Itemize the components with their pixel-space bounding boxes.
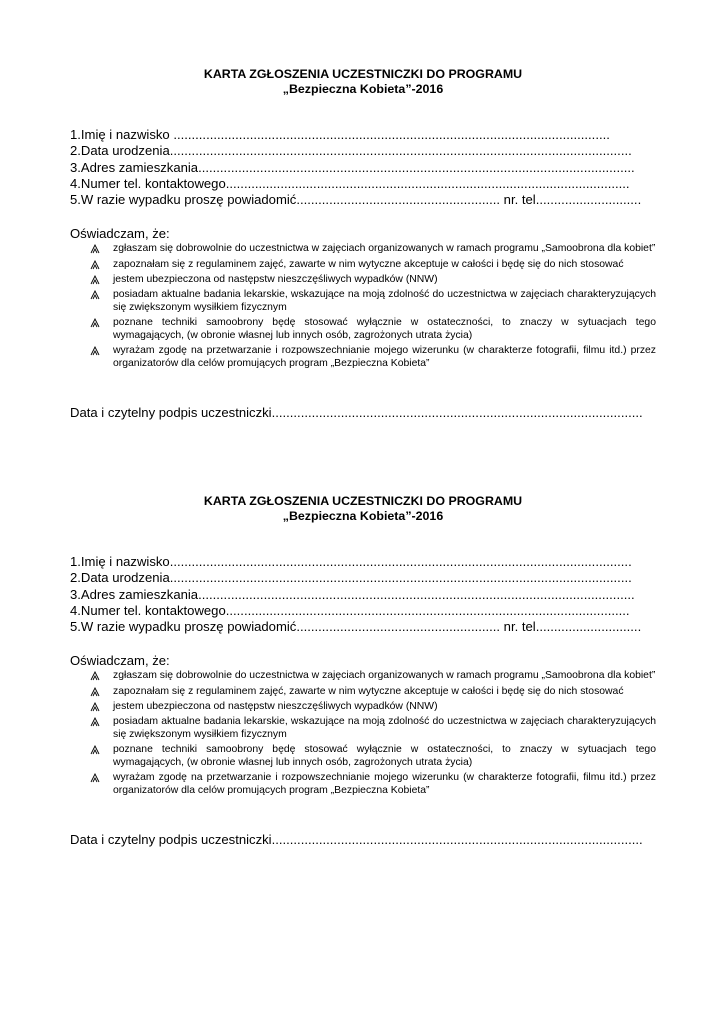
declaration-item: [70, 716, 656, 742]
address-field[interactable]: 3.Adres zamieszkania........................................................................................................................: [70, 586, 635, 602]
name-field[interactable]: 1.Imię i nazwisko ........................................................................................................................: [70, 127, 610, 142]
declaration-item-text: wyrażam zgodę na przetwarzanie i rozpowszechnianie mojego wizerunku (w charakterze fotografii, filmu itd.) przez organizatorów dla celów promujących program „Bezpieczna Kobieta”: [113, 344, 656, 369]
declaration-item-text: jestem ubezpieczona od następstw nieszczęśliwych wypadków (NNW): [113, 700, 438, 712]
registration-form-1: [70, 67, 656, 421]
declaration-item: [70, 772, 656, 798]
declaration-item-text: zgłaszam się dobrowolnie do uczestnictwa w zajęciach organizowanych w ramach programu „Samoobrona dla kobiet”: [113, 243, 656, 255]
wedge-bullet-icon: [90, 671, 100, 681]
declaration-item: [70, 701, 656, 714]
phone-field[interactable]: 4.Numer tel. kontaktowego...............................................................................................................: [70, 175, 630, 191]
form-title-line-2: „Bezpieczna Kobieta”-2016: [282, 509, 444, 523]
declaration-item: [70, 259, 656, 272]
declaration-item-text: zgłaszam się dobrowolnie do uczestnictwa w zajęciach organizowanych w ramach programu „Samoobrona dla kobiet”: [113, 670, 656, 682]
declaration-item: [70, 274, 656, 287]
wedge-bullet-icon: [90, 702, 100, 712]
declaration-item-text: posiadam aktualne badania lekarskie, wskazujące na moją zdolność do uczestnictwa w zajęciach charakteryzujących się zwiększonym wysiłkiem fizycznym: [113, 288, 656, 313]
wedge-bullet-icon: [90, 717, 100, 727]
form-title-line-1: KARTA ZGŁOSZENIA UCZESTNICZKI DO PROGRAMU: [203, 494, 523, 508]
emergency-contact-field[interactable]: 5.W razie wypadku proszę powiadomić........................................................ nr. tel.............................: [70, 192, 642, 208]
form-title-line-2: „Bezpieczna Kobieta”-2016: [282, 82, 444, 96]
declaration-item: [70, 289, 656, 315]
declaration-label: Oświadczam, że:: [70, 653, 170, 669]
declaration-item-text: posiadam aktualne badania lekarskie, wskazujące na moją zdolność do uczestnictwa w zajęciach charakteryzujących się zwiększonym wysiłkiem fizycznym: [113, 715, 656, 740]
declaration-item-text: zapoznałam się z regulaminem zajęć, zawarte w nim wytyczne akceptuje w całości i będę się do nich stosować: [113, 685, 624, 697]
declaration-label: Oświadczam, że:: [70, 226, 170, 242]
declaration-item: [70, 317, 656, 343]
declaration-item: [70, 243, 656, 256]
form-fields: [70, 554, 656, 635]
wedge-bullet-icon: [90, 244, 100, 254]
wedge-bullet-icon: [90, 773, 100, 783]
address-field[interactable]: 3.Adres zamieszkania........................................................................................................................: [70, 159, 635, 175]
declaration-item: [70, 670, 656, 683]
wedge-bullet-icon: [90, 745, 100, 755]
form-fields: [70, 127, 656, 208]
name-field[interactable]: 1.Imię i nazwisko...............................................................................................................................: [70, 554, 632, 569]
wedge-bullet-icon: [90, 290, 100, 300]
declaration-list: [70, 243, 656, 370]
wedge-bullet-icon: [90, 346, 100, 356]
wedge-bullet-icon: [90, 318, 100, 328]
birth-date-field[interactable]: 2.Data urodzenia...............................................................................................................................: [70, 570, 632, 586]
form-title: [70, 494, 656, 524]
signature-field[interactable]: Data i czytelny podpis uczestniczki......................................................................................................: [70, 831, 643, 847]
wedge-bullet-icon: [90, 275, 100, 285]
declaration-item-text: jestem ubezpieczona od następstw nieszczęśliwych wypadków (NNW): [113, 273, 438, 285]
wedge-bullet-icon: [90, 687, 100, 697]
form-title-line-1: KARTA ZGŁOSZENIA UCZESTNICZKI DO PROGRAMU: [203, 67, 523, 81]
declaration-item: [70, 686, 656, 699]
declaration-item-text: poznane techniki samoobrony będę stosować wyłącznie w ostateczności, to znaczy w sytuacjach tego wymagających, (w obronie własnej lub innych osób, zagrożonych utrata życia): [113, 743, 656, 768]
signature-field[interactable]: Data i czytelny podpis uczestniczki......................................................................................................: [70, 404, 643, 420]
declaration-item: [70, 345, 656, 371]
declaration-item-text: zapoznałam się z regulaminem zajęć, zawarte w nim wytyczne akceptuje w całości i będę się do nich stosować: [113, 258, 624, 270]
wedge-bullet-icon: [90, 260, 100, 270]
declaration-item: [70, 744, 656, 770]
declaration-item-text: poznane techniki samoobrony będę stosować wyłącznie w ostateczności, to znaczy w sytuacjach tego wymagających, (w obronie własnej lub innych osób, zagrożonych utrata życia): [113, 316, 656, 341]
birth-date-field[interactable]: 2.Data urodzenia...............................................................................................................................: [70, 143, 632, 159]
phone-field[interactable]: 4.Numer tel. kontaktowego...............................................................................................................: [70, 602, 630, 618]
declaration-item-text: wyrażam zgodę na przetwarzanie i rozpowszechnianie mojego wizerunku (w charakterze fotografii, filmu itd.) przez organizatorów dla celów promujących program „Bezpieczna Kobieta”: [113, 771, 656, 796]
emergency-contact-field[interactable]: 5.W razie wypadku proszę powiadomić........................................................ nr. tel.............................: [70, 619, 642, 635]
form-title: [70, 67, 656, 97]
declaration-list: [70, 670, 656, 797]
registration-form-2: [70, 494, 656, 848]
